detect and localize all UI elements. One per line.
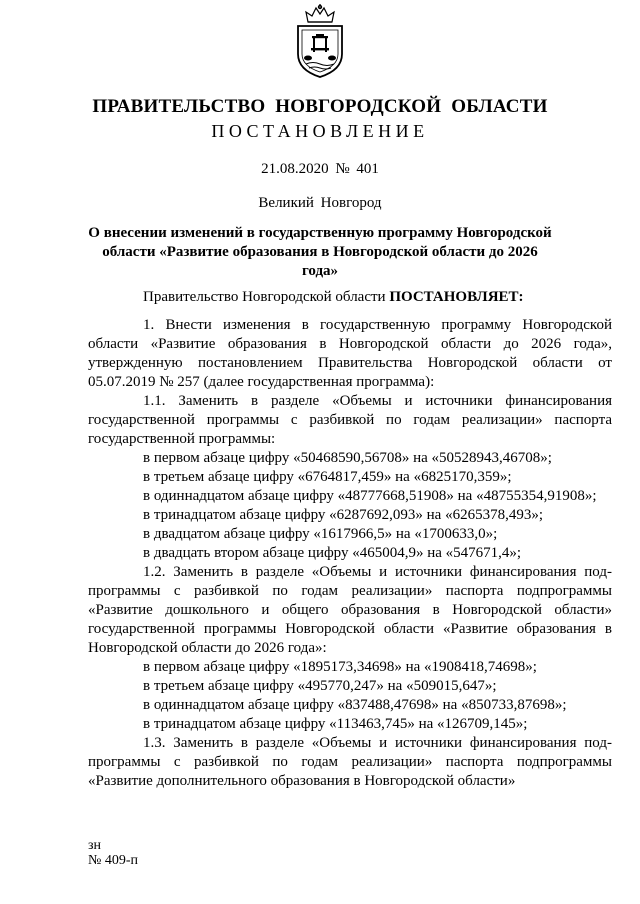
document-footer <box>88 838 138 868</box>
body-paragraph: 1.1. Заменить в разделе «Объемы и источники финансирования государственной программы с разбивкой по годам реализации» паспорта государственной программы: <box>88 393 612 447</box>
document-city: Великий Новгород <box>258 195 382 211</box>
document-body <box>88 288 612 791</box>
paragraph-list <box>88 316 612 791</box>
intro-emphasis: ПОСТАНОВЛЯЕТ: <box>389 289 524 305</box>
document-type: ПОСТАНОВЛЕНИЕ <box>211 121 429 141</box>
intro-paragraph <box>88 288 612 307</box>
list-item: в третьем абзаце цифру «6764817,459» на «6825170,359»; <box>143 469 512 485</box>
document-subject: О внесении изменений в государственную программу Новгородской области «Развитие образования в Новгородской области до 2026 года» <box>88 225 552 279</box>
list-item: в первом абзаце цифру «50468590,56708» на «50528943,46708»; <box>143 450 552 466</box>
body-paragraph: 1.3. Заменить в разделе «Объемы и источники финансирования под-программы с разбивкой по годам реализации» паспорта подпрограммы «Развитие дополнительного образования в Новгородской области» <box>88 735 612 789</box>
list-item: в одиннадцатом абзаце цифру «837488,47698» на «850733,87698»; <box>143 697 567 713</box>
list-item: в одиннадцатом абзаце цифру «48777668,51908» на «48755354,91908»; <box>143 488 597 504</box>
footer-initials: зн <box>88 838 102 853</box>
list-item: в тринадцатом абзаце цифру «113463,745» на «126709,145»; <box>143 716 528 732</box>
document-date-number: 21.08.2020 № 401 <box>261 161 379 177</box>
intro-text: Правительство Новгородской области <box>143 289 390 305</box>
government-name: ПРАВИТЕЛЬСТВО НОВГОРОДСКОЙ ОБЛАСТИ <box>92 96 548 117</box>
list-item: в двадцать втором абзаце цифру «465004,9» на «547671,4»; <box>143 545 522 561</box>
list-item: в тринадцатом абзаце цифру «6287692,093» на «6265378,493»; <box>143 507 544 523</box>
list-item: в двадцатом абзаце цифру «1617966,5» на «1700633,0»; <box>143 526 498 542</box>
footer-reference: № 409-п <box>88 853 139 868</box>
list-item: в третьем абзаце цифру «495770,247» на «509015,647»; <box>143 678 497 694</box>
body-paragraph: 1.2. Заменить в разделе «Объемы и источники финансирования под-программы с разбивкой по годам реализации» паспорта подпрограммы «Развитие дошкольного и общего образования в Новгородской области» государственной программы Новгородской области «Развитие образования в Новгородской области до 2026 года»: <box>88 564 612 656</box>
coat-of-arms-icon <box>292 4 348 80</box>
list-item: в первом абзаце цифру «1895173,34698» на «1908418,74698»; <box>143 659 537 675</box>
body-paragraph: 1. Внести изменения в государственную программу Новгородской области «Развитие образования в Новгородской области до 2026 года», утвержденную постановлением Правительства Новгородской области от 05.07.2019 № 257 (далее государственная программа): <box>88 317 612 390</box>
